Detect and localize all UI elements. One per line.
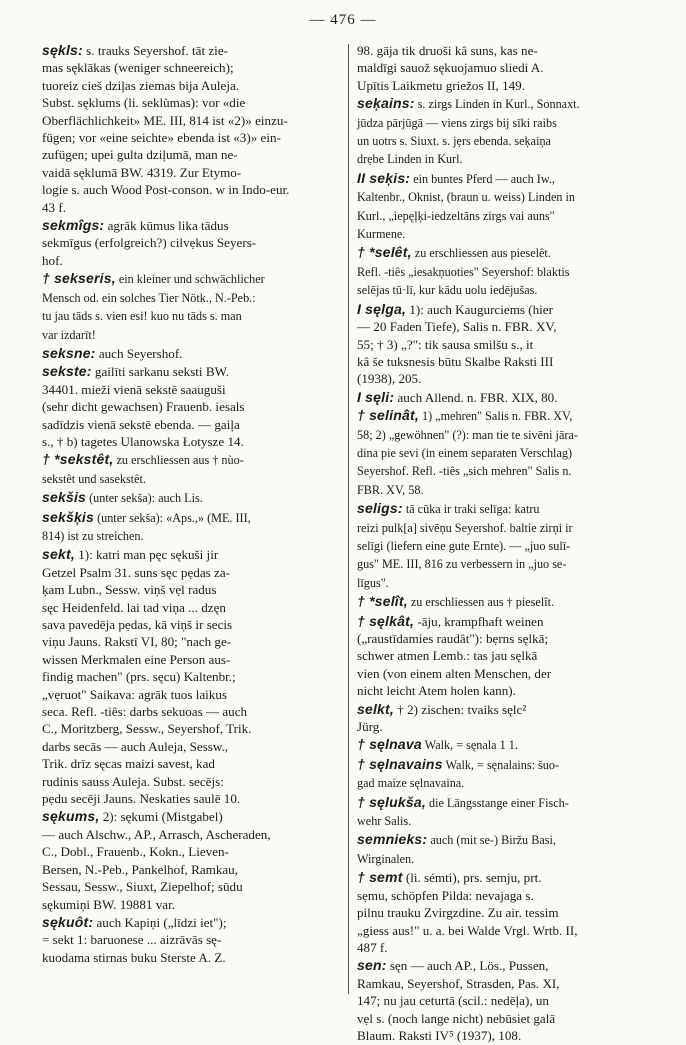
entry-headword: semnieks: [357, 831, 428, 848]
entry-text: -āju, krampfhaft weinen („raustīdamies raudât"): bẹrns sęlkā; schwer atmen Lemb.: tas jau sęlkā vien (von einem alten Menschen, der nicht leicht Atem holen kann). [357, 613, 552, 699]
dictionary-entry [42, 270, 348, 344]
entry-headword: sen: [357, 957, 387, 974]
dictionary-entry [42, 489, 348, 507]
entry-headword: † sęlkât, [357, 612, 415, 629]
entry-headword: I sęlga, [357, 300, 407, 317]
entry-text: ein buntes Pferd — auch Iw., Kaltenbr., Oknist, (braun u. weiss) Linden in Kurl., „iepęļķi-iedzeltāns zirgs vai auns" Kurmene. [357, 171, 575, 242]
entry-headword: † sęlukša, [357, 793, 426, 810]
dictionary-entry [357, 170, 657, 244]
right-column [357, 42, 657, 1045]
entry-text: (unter sekša): «Aps.,» (ME. III, 814) ist zu streichen. [42, 510, 251, 543]
entry-text: ein kleiner und schwächlicher Mensch od. ein solches Tier Nötk., N.-Peb.: tu jau tāds s. vien esi! kuo nu tāds s. man var izdarīt! [42, 272, 265, 342]
entry-headword: † *selît, [357, 593, 408, 610]
entry-headword: sekšis [42, 489, 87, 506]
entry-headword: sękuôt: [42, 913, 94, 930]
entry-text: zu erschliessen aus pieselêt. Refl. -tiês „iesakņuoties" Seyershof: blaktis selējas tū·lī, kur kādu uolu iedējušas. [357, 246, 570, 298]
dictionary-entry [357, 500, 657, 592]
entry-headword: † selinât, [357, 407, 419, 424]
dictionary-entry [357, 831, 657, 868]
entry-headword: † semt [357, 869, 403, 886]
entry-text: sęn — auch AP., Lös., Pussen, Ramkau, Seyershof, Strasden, Pas. XI, 147; nu jau ceturtā (scil.: nedēļa), un vẹl s. (noch lange nicht) nebūsiet galā Blaum. Raksti IV⁵ (1937), 108. [357, 958, 560, 1043]
entry-headword: seligs: [357, 500, 403, 517]
dictionary-entry [357, 613, 657, 700]
entry-text: (unter sekša): auch Lis. [86, 491, 203, 506]
entry-headword: † *selêt, [357, 244, 412, 261]
entry-text: zu erschliessen aus † nùo- sekstêt und sasekstêt. [42, 453, 244, 486]
entry-text: 2): sękumi (Mistgabel) — auch Alschw., AP., Arrasch, Ascheraden, C., Dobl., Frauenb., Kokn., Lieven- Bersen, N.-Peb., Pankelhof, Ramkau, Sessau, Sessw., Siuxt, Ziepelhof; sūdu sękumiņi BW. 19881 var. [42, 809, 271, 912]
entry-headword: sekmîgs: [42, 217, 105, 234]
entry-text: Walk, = sęnala 1 1. [421, 738, 518, 753]
dictionary-entry [357, 593, 657, 611]
entry-headword: sękls: [42, 42, 83, 58]
entry-text: † 2) zischen: tvaiks sęlc² Jürg. [357, 701, 527, 735]
entry-text: gailīti sarkanu seksti BW. 34401. mieži vienā sekstē saauguši (sehr dicht gewachsen) Frauenb. iesals sadīdzis vienā sekstē ebenda. — gaiļa s., † b) tagetes Ulanowska Łotysze 14. [42, 364, 245, 449]
dictionary-entry [357, 95, 657, 169]
dictionary-entry [357, 244, 657, 299]
dictionary-entry [357, 736, 657, 754]
column-divider [348, 44, 349, 994]
entry-text: auch Kapiņi („līdzi iet"); = sekt 1: baruonese ... aizrāvās sę- kuodama stirnas buku Sterste A. Z. [42, 914, 227, 965]
entry-headword: seķains: [357, 95, 415, 112]
entry-text: die Längsstange einer Fisch- wehr Salis. [357, 795, 569, 829]
entry-headword: seksne: [42, 344, 96, 361]
entry-text: agrāk kūmus lika tādus sekmīgus (erfolgreich?) cilvẹkus Seyers- hof. [42, 218, 257, 268]
entry-headword: † *sekstêt, [42, 451, 114, 468]
dictionary-entry [357, 794, 657, 831]
dictionary-entry [357, 957, 657, 1044]
entry-text: auch Seyershof. [95, 345, 183, 361]
entry-text: 1): katri man pęc sękuši jir Getzel Psalm 31. suns sęc pẹdas za- ķam Lubn., Sessw. viņš vẹl radus sęc Heidenfeld. lai tad viņa ... dzęn sava pavedēja pẹdas, kā viņš ir secis viņu Jauns. Rakstī VI, 80; "nach ge- wissen Merkmalen eine Person aus- findig machen" (prs. sęcu) Kaltenbr.; „vẹruot" Saikava: agrāk tuos laikus seca. Refl. -tiês: darbs sekuoas — auch C., Moritzberg, Sessw., Seyershof, Trik. darbs secās — auch Auleja, Sessw., Trik. drīz sęcas maizi savest, kad rudinis sauss Auleja. Subst. secējs: pẹdu secēji Jauns. Neskaties saulē 10. [42, 547, 252, 807]
entry-text: s. trauks Seyershof. tāt zie- mas sęklākas (weniger schneereich); tuoreiz cieš dziļas ziemas bija Auleja. Subst. sęklums (li. seklùmas): vor «die Oberflächlichkeit» ME. III, 814 ist «2)» einzu- fügen; vor «eine seichte» ebenda ist «3)» ein- zufügen; upei gulta dziļumā, man ne- vaidā sęklumā BW. 4319. Zur Etymo- logie s. auch Wood Post-conson. w in Indo-eur. 43 f. [42, 43, 290, 215]
entry-text: auch (mit se-) Biržu Basi, Wirginalen. [357, 833, 556, 866]
dictionary-entry [42, 914, 348, 966]
dictionary-entry [42, 546, 348, 807]
dictionary-entry [357, 756, 657, 793]
entry-headword: II seķis: [357, 169, 411, 186]
dictionary-entry [357, 42, 657, 94]
dictionary-entry [357, 389, 657, 406]
page-number: — 476 — [309, 12, 377, 28]
dictionary-entry [42, 808, 348, 912]
dictionary-entry [357, 301, 657, 388]
entry-headword: sękums, [42, 808, 100, 825]
entry-text: Walk, = sęnalains: šuo- gad maize sęlnavaina. [357, 757, 560, 791]
entry-headword: sekšķis [42, 508, 95, 525]
entry-headword: I sęli: [357, 388, 395, 405]
entry-headword: selkt, [357, 700, 394, 717]
dictionary-entry [357, 869, 657, 956]
dictionary-entry [357, 407, 657, 499]
entry-headword: sekt, [42, 546, 75, 563]
entry-text: zu erschliessen aus † pieselît. [407, 595, 555, 610]
entry-text: (li. sémti), prs. semju, prt. sẹmu, schöpfen Pilda: nevajaga s. pilnu trauku Zvirgzdine. Zu air. tessim „giess aus!" u. a. bei Walde Vrgl. Wrtb. II, 487 f. [357, 870, 578, 955]
entry-text: auch Allend. n. FBR. XIX, 80. [394, 389, 558, 405]
dictionary-entry [357, 701, 657, 736]
entry-text: tā cūka ir traki selīga: katru reizi pulk[a] sivēņu Seyershof. baltie zirņi ir selīgi (liefern eine gute Ernte). — „juo sulī- gus" ME. III, 816 zu verbessern in „juo se- līgus". [357, 502, 573, 590]
left-column [42, 42, 348, 967]
dictionary-entry [42, 217, 348, 269]
dictionary-entry [42, 509, 348, 546]
dictionary-entry [42, 345, 348, 362]
entry-headword: sekste: [42, 363, 92, 380]
entry-headword: † sekseris, [42, 270, 116, 287]
dictionary-entry [42, 451, 348, 488]
entry-text: 1) „mehren" Salis n. FBR. XV, 58; 2) „gewöhnen" (?): man tie te sivēni jāra- dina pie sevi (in einem separaten Verschlag) Seyershof. Refl. -tiês „sich mehren" Salis n. FBR. XV, 58. [357, 409, 578, 497]
dictionary-entry [42, 42, 348, 216]
entry-headword: † sęlnavains [357, 755, 443, 772]
entry-text: s. zirgs Linden in Kurl., Sonnaxt. jūdza pārjūgā — viens zirgs bij sīki raibs un uotrs s. Siuxt. s. jẹrs ebenda. seķaiņa drẹbe Linden in Kurl. [357, 97, 580, 167]
entry-text: 98. gāja tik druoši kâ suns, kas ne- maldīgi sauož sękuojamuo sliedi A. Upītis Laikmetu griežos II, 149. [357, 43, 544, 93]
entry-text: 1): auch Kaugurciems (hier — 20 Faden Tiefe), Salis n. FBR. XV, 55; † 3) „?": tik sausa smilšu s., it kâ še tuksnesis būtu Skalbe Raksti III (1938), 205. [357, 301, 557, 387]
dictionary-entry [42, 363, 348, 450]
entry-headword: † sęlnava [357, 736, 422, 753]
